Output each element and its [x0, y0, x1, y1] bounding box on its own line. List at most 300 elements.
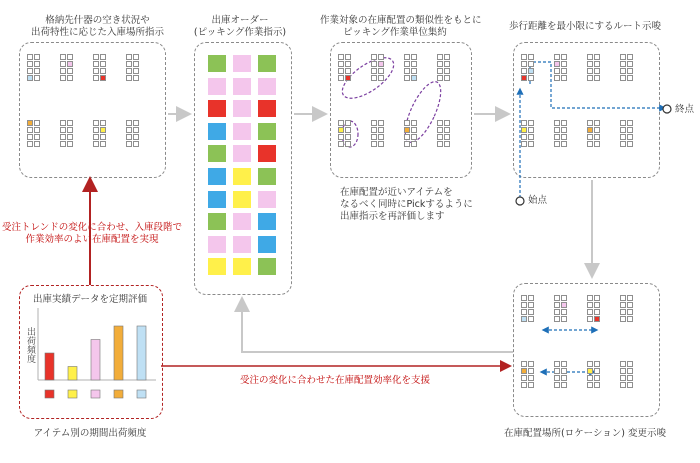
rack-cell [338, 141, 344, 147]
rack-cell [27, 54, 33, 60]
rack-cell [34, 134, 40, 140]
rack-cell [594, 382, 600, 388]
chart-y-label: 出荷頻度 [25, 327, 35, 363]
order-item [208, 258, 226, 275]
rack-cell [126, 68, 132, 74]
rack-cell [404, 75, 410, 81]
panel1-title-line1: 格納先什器の空き状況や [45, 15, 150, 26]
rack-cell [627, 309, 633, 315]
order-item [258, 191, 276, 208]
rack-cell [338, 68, 344, 74]
rack-cell [620, 75, 626, 81]
rack-cell [404, 54, 410, 60]
rack-cell [93, 134, 99, 140]
rack-cell [133, 75, 139, 81]
rack-cell [378, 75, 384, 81]
rack-cell [404, 127, 410, 133]
rack-cell [27, 75, 33, 81]
rack-cell [554, 309, 560, 315]
rack-cell [627, 134, 633, 140]
rack-cell [345, 134, 351, 140]
rack-cell [627, 127, 633, 133]
rack-cell [100, 127, 106, 133]
rack-cell [528, 382, 534, 388]
rack-cell [133, 120, 139, 126]
panel2-title-line2: (ピッキング作業指示) [193, 27, 287, 38]
rack-cell [561, 382, 567, 388]
rack-cell [521, 141, 527, 147]
rack-cell [67, 54, 73, 60]
rack-cell [620, 375, 626, 381]
bottom-caption: アイテム別の期間出荷頻度 [33, 428, 147, 439]
rack-cell [587, 141, 593, 147]
rack-cell [554, 375, 560, 381]
rack-cell [100, 61, 106, 67]
rack-cell [594, 375, 600, 381]
rack-cell [554, 368, 560, 374]
rack-cell [521, 368, 527, 374]
order-item [233, 258, 251, 275]
rack-cell [627, 120, 633, 126]
order-item [208, 100, 226, 117]
rack-cell [521, 127, 527, 133]
order-item [258, 55, 276, 72]
panel3-note-line2: なるべく同時にPickするように [340, 199, 473, 210]
rack-cell [444, 127, 450, 133]
rack-cell [528, 361, 534, 367]
rack-cell [93, 75, 99, 81]
rack-cell [521, 75, 527, 81]
rack-cell [93, 141, 99, 147]
rack-cell [561, 295, 567, 301]
rack-cell [411, 127, 417, 133]
rack-cell [378, 120, 384, 126]
rack-cell [67, 141, 73, 147]
rack-cell [521, 382, 527, 388]
rack-cell [100, 75, 106, 81]
rack-cell [521, 309, 527, 315]
rack-cell [126, 75, 132, 81]
rack-cell [587, 54, 593, 60]
rack-cell [620, 309, 626, 315]
flow-arrow-feedback [242, 300, 513, 352]
rack-cell [345, 75, 351, 81]
rack-cell [528, 295, 534, 301]
rack-cell [444, 68, 450, 74]
rack-cell [528, 309, 534, 315]
rack-cell [437, 68, 443, 74]
rack-cell [594, 134, 600, 140]
rack-cell [371, 54, 377, 60]
rack-cell [528, 120, 534, 126]
rack-cell [561, 134, 567, 140]
order-item [233, 145, 251, 162]
rack-cell [620, 141, 626, 147]
rack-cell [521, 316, 527, 322]
rack-cell [528, 75, 534, 81]
order-item [233, 191, 251, 208]
rack-cell [67, 61, 73, 67]
panel3-title-line1: 作業対象の在庫配置の類似性をもとに [320, 15, 482, 26]
panel3-title-line2: ピッキング作業単位集約 [343, 27, 447, 38]
rack-cell [620, 368, 626, 374]
rack-cell [594, 295, 600, 301]
rack-cell [620, 302, 626, 308]
rack-cell [345, 127, 351, 133]
order-item [208, 145, 226, 162]
rack-cell [554, 68, 560, 74]
panel1-title-line2: 出荷特性に応じた入庫場所指示 [30, 27, 164, 38]
rack-cell [60, 54, 66, 60]
rack-cell [338, 54, 344, 60]
rack-cell [93, 54, 99, 60]
rack-cell [411, 68, 417, 74]
rack-cell [627, 316, 633, 322]
panel3-note-line3: 出庫指示を再評価します [340, 211, 445, 222]
rack-cell [554, 134, 560, 140]
order-item [233, 236, 251, 253]
rack-cell [594, 141, 600, 147]
rack-cell [594, 302, 600, 308]
rack-cell [100, 54, 106, 60]
rack-cell [371, 141, 377, 147]
rack-cell [587, 368, 593, 374]
rack-cell [620, 361, 626, 367]
rack-cell [338, 120, 344, 126]
rack-cell [133, 54, 139, 60]
feedback-line2: 作業効率のよい在庫配置を実現 [25, 234, 159, 245]
rack-cell [60, 141, 66, 147]
rack-cell [587, 302, 593, 308]
rack-cell [561, 302, 567, 308]
order-item [258, 78, 276, 95]
rack-cell [133, 134, 139, 140]
rack-cell [554, 120, 560, 126]
rack-cell [561, 375, 567, 381]
order-item [258, 123, 276, 140]
rack-cell [437, 54, 443, 60]
rack-cell [126, 54, 132, 60]
rack-cell [587, 120, 593, 126]
rack-cell [594, 54, 600, 60]
rack-cell [444, 61, 450, 67]
warehouse-panel-grouping [330, 42, 472, 178]
panel4-title: 歩行距離を最小限にするルート示唆 [508, 21, 661, 32]
rack-cell [587, 68, 593, 74]
rack-cell [338, 75, 344, 81]
rack-cell [528, 134, 534, 140]
rack-cell [371, 127, 377, 133]
rack-cell [528, 375, 534, 381]
panel3-note-line1: 在庫配置が近いアイテムを [340, 187, 453, 198]
rack-cell [594, 61, 600, 67]
rack-cell [587, 316, 593, 322]
rack-cell [594, 68, 600, 74]
rack-cell [378, 141, 384, 147]
rack-cell [587, 309, 593, 315]
rack-cell [554, 295, 560, 301]
rack-cell [378, 68, 384, 74]
rack-cell [27, 127, 33, 133]
rack-cell [34, 61, 40, 67]
rack-cell [404, 68, 410, 74]
relocation-caption: 在庫配置場所(ロケーション) 変更示唆 [503, 428, 667, 439]
order-item [258, 168, 276, 185]
rack-cell [521, 54, 527, 60]
rack-cell [126, 120, 132, 126]
rack-cell [34, 54, 40, 60]
rack-cell [620, 127, 626, 133]
rack-cell [133, 141, 139, 147]
rack-cell [594, 120, 600, 126]
rack-cell [554, 54, 560, 60]
rack-cell [620, 120, 626, 126]
rack-cell [561, 141, 567, 147]
rack-cell [627, 68, 633, 74]
rack-cell [60, 75, 66, 81]
rack-cell [133, 127, 139, 133]
rack-cell [521, 295, 527, 301]
rack-cell [67, 75, 73, 81]
rack-cell [554, 127, 560, 133]
start-point-label: 始点 [528, 195, 548, 206]
rack-cell [338, 134, 344, 140]
rack-cell [126, 134, 132, 140]
rack-cell [437, 134, 443, 140]
rack-cell [378, 134, 384, 140]
rack-cell [371, 68, 377, 74]
rack-cell [93, 120, 99, 126]
rack-cell [93, 127, 99, 133]
order-item [233, 55, 251, 72]
rack-cell [620, 54, 626, 60]
rack-cell [345, 120, 351, 126]
rack-cell [27, 61, 33, 67]
rack-cell [27, 134, 33, 140]
rack-cell [371, 61, 377, 67]
rack-cell [411, 134, 417, 140]
rack-cell [627, 368, 633, 374]
rack-cell [594, 361, 600, 367]
rack-cell [67, 68, 73, 74]
rack-cell [587, 75, 593, 81]
rack-cell [133, 61, 139, 67]
rack-cell [627, 302, 633, 308]
rack-cell [67, 134, 73, 140]
rack-cell [411, 54, 417, 60]
rack-cell [587, 382, 593, 388]
rack-cell [34, 120, 40, 126]
rack-cell [444, 141, 450, 147]
rack-cell [404, 141, 410, 147]
order-item [208, 55, 226, 72]
rack-cell [27, 120, 33, 126]
order-item [258, 100, 276, 117]
rack-cell [371, 75, 377, 81]
rack-cell [521, 120, 527, 126]
order-item [233, 213, 251, 230]
end-point-label: 終点 [675, 104, 695, 115]
rack-cell [561, 316, 567, 322]
rack-cell [34, 68, 40, 74]
rack-cell [371, 120, 377, 126]
rack-cell [100, 134, 106, 140]
rack-cell [444, 54, 450, 60]
rack-cell [444, 75, 450, 81]
rack-cell [528, 127, 534, 133]
rack-cell [561, 361, 567, 367]
rack-cell [67, 127, 73, 133]
rack-cell [371, 134, 377, 140]
rack-cell [60, 68, 66, 74]
rack-cell [620, 295, 626, 301]
rack-cell [561, 127, 567, 133]
rack-cell [521, 361, 527, 367]
rack-cell [126, 141, 132, 147]
rack-cell [594, 75, 600, 81]
rack-cell [411, 141, 417, 147]
rack-cell [587, 361, 593, 367]
rack-cell [60, 134, 66, 140]
rack-cell [411, 75, 417, 81]
rack-cell [554, 75, 560, 81]
rack-cell [587, 295, 593, 301]
rack-cell [521, 302, 527, 308]
rack-cell [620, 68, 626, 74]
rack-cell [100, 120, 106, 126]
rack-cell [521, 61, 527, 67]
rack-cell [34, 141, 40, 147]
rack-cell [93, 68, 99, 74]
rack-cell [126, 127, 132, 133]
rack-cell [404, 61, 410, 67]
rack-cell [561, 120, 567, 126]
rack-cell [133, 68, 139, 74]
rack-cell [627, 141, 633, 147]
rack-cell [404, 120, 410, 126]
rack-cell [627, 75, 633, 81]
rack-cell [411, 120, 417, 126]
rack-cell [554, 141, 560, 147]
rack-cell [627, 375, 633, 381]
order-item [208, 168, 226, 185]
rack-cell [60, 127, 66, 133]
rack-cell [528, 368, 534, 374]
rack-cell [345, 68, 351, 74]
rack-cell [594, 127, 600, 133]
rack-cell [587, 134, 593, 140]
rack-cell [561, 368, 567, 374]
rack-cell [561, 75, 567, 81]
rack-cell [561, 68, 567, 74]
rack-cell [34, 75, 40, 81]
rack-cell [521, 68, 527, 74]
rack-cell [554, 61, 560, 67]
rack-cell [528, 54, 534, 60]
rack-cell [67, 120, 73, 126]
route-end-point [663, 105, 671, 113]
rack-cell [378, 61, 384, 67]
rack-cell [338, 61, 344, 67]
rack-cell [561, 54, 567, 60]
rack-cell [27, 68, 33, 74]
rack-cell [528, 68, 534, 74]
rack-cell [561, 309, 567, 315]
rack-cell [554, 316, 560, 322]
rack-cell [444, 120, 450, 126]
rack-cell [437, 127, 443, 133]
rack-cell [378, 54, 384, 60]
rack-cell [620, 382, 626, 388]
order-item [208, 236, 226, 253]
rack-cell [378, 127, 384, 133]
rack-cell [404, 134, 410, 140]
rack-cell [100, 68, 106, 74]
rack-cell [27, 141, 33, 147]
rack-cell [554, 361, 560, 367]
order-item [233, 100, 251, 117]
rack-cell [521, 375, 527, 381]
rack-cell [528, 316, 534, 322]
rack-cell [437, 141, 443, 147]
rack-cell [587, 61, 593, 67]
rack-cell [444, 134, 450, 140]
rack-cell [594, 316, 600, 322]
rack-cell [437, 120, 443, 126]
rack-cell [60, 61, 66, 67]
rack-cell [437, 61, 443, 67]
rack-cell [345, 141, 351, 147]
support-label: 受注の変化に合わせた在庫配置効率化を支援 [239, 375, 430, 386]
rack-cell [528, 302, 534, 308]
rack-cell [627, 295, 633, 301]
rack-cell [521, 134, 527, 140]
order-item [258, 236, 276, 253]
rack-cell [561, 61, 567, 67]
order-item [258, 213, 276, 230]
order-item [208, 191, 226, 208]
order-item [258, 258, 276, 275]
order-item [233, 168, 251, 185]
rack-cell [620, 61, 626, 67]
rack-cell [338, 127, 344, 133]
rack-cell [411, 61, 417, 67]
order-item [208, 78, 226, 95]
rack-cell [345, 54, 351, 60]
rack-cell [594, 309, 600, 315]
rack-cell [554, 302, 560, 308]
rack-cell [100, 141, 106, 147]
rack-cell [437, 75, 443, 81]
order-item [233, 78, 251, 95]
route-start-point [516, 197, 524, 205]
rack-cell [587, 375, 593, 381]
rack-cell [620, 134, 626, 140]
rack-cell [627, 382, 633, 388]
rack-cell [528, 61, 534, 67]
rack-cell [60, 120, 66, 126]
rack-cell [594, 368, 600, 374]
order-item [208, 213, 226, 230]
rack-cell [627, 361, 633, 367]
rack-cell [345, 61, 351, 67]
evaluation-title: 出庫実績データを定期評価 [32, 294, 147, 305]
panel2-title-line1: 出庫オーダー [211, 15, 269, 26]
order-item [233, 123, 251, 140]
rack-cell [34, 127, 40, 133]
rack-cell [627, 54, 633, 60]
rack-cell [620, 316, 626, 322]
